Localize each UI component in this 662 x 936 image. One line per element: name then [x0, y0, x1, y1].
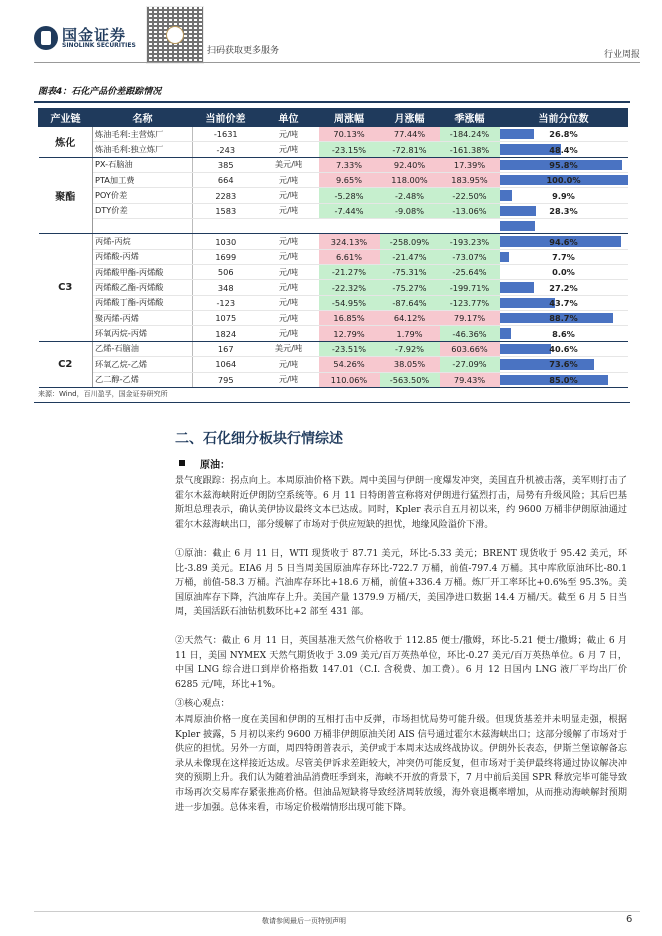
percentile-text: 9.9% — [552, 190, 575, 201]
quarterly-change-cell: -199.71% — [440, 280, 500, 295]
percentile-text: 26.8% — [549, 129, 578, 140]
percentile-text: 27.2% — [549, 282, 578, 293]
spread-cell: 1583 — [193, 203, 259, 218]
spread-cell — [193, 219, 259, 234]
quarterly-change-cell: -22.50% — [440, 188, 500, 203]
monthly-change-cell: 64.12% — [380, 311, 440, 326]
product-name-cell: 丙烯-丙烷 — [93, 234, 193, 249]
percentile-cell — [500, 249, 628, 264]
percentile-text: 73.6% — [549, 359, 578, 370]
unit-cell: 元/吨 — [259, 203, 319, 218]
percentile-text: 28.3% — [549, 205, 578, 216]
table-row — [39, 219, 628, 234]
table-row — [39, 372, 628, 387]
product-name-cell: 丙烯酸甲酯-丙烯酸 — [93, 265, 193, 280]
weekly-change-cell: -23.51% — [319, 341, 380, 356]
product-name-cell: 丙烯酸乙酯-丙烯酸 — [93, 280, 193, 295]
spread-cell: -243 — [193, 142, 259, 157]
unit-cell: 元/吨 — [259, 357, 319, 372]
monthly-change-cell: -258.09% — [380, 234, 440, 249]
quarterly-change-cell: -13.06% — [440, 203, 500, 218]
weekly-change-cell: 7.33% — [319, 157, 380, 172]
percentile-cell — [500, 311, 628, 326]
paragraph-core-view: 本周原油价格一度在美国和伊朗的互相打击中反弹，市场担忧局势可能升级。但现货基差并未明显走强，根据 Kpler 披露，5 月初以来约 9600 万桶非伊朗原油关闭 AIS 信号通过霍尔木兹海峡出口；这部分缓解了市场对于供应的担忧。另外一方面，周四特朗普表示，美伊或于本周末达成终战协议。伊朗外长表态，伊斯兰堡谅解备忘录从未像现在这样接近达成。尽管美伊诉求差距较大，冲突仍可能反复，但市场对于美伊最终将通过协议解决冲突的预期上升。我们认为随着油品消费旺季到来，海峡不开放的背景下，7 月中前后美国 SPR 释放完毕可能导致市场再次交易库存紧张推高价格。但油品短缺将导致经济周转放缓，海外衰退概率增加，从而推动海峡解封预期进一步加强。总体来看，市场定价极端情形出现可能下降。 — [175, 715, 627, 813]
unit-cell: 元/吨 — [259, 234, 319, 249]
figure-top-rule — [34, 101, 630, 103]
table-row — [39, 280, 628, 295]
monthly-change-cell: 38.05% — [380, 357, 440, 372]
monthly-change-cell: -9.08% — [380, 203, 440, 218]
page-number: 6 — [626, 914, 633, 925]
weekly-change-cell — [319, 219, 380, 234]
weekly-change-cell: 9.65% — [319, 173, 380, 188]
table-row — [39, 295, 628, 310]
percentile-cell — [500, 188, 628, 203]
weekly-change-cell: -54.95% — [319, 295, 380, 310]
spread-tracking-table — [38, 108, 628, 388]
unit-cell: 元/吨 — [259, 188, 319, 203]
percentile-cell — [500, 203, 628, 218]
monthly-change-cell: 77.44% — [380, 127, 440, 142]
table-row — [39, 188, 628, 203]
percentile-cell — [500, 372, 628, 387]
spread-cell: 385 — [193, 157, 259, 172]
percentile-text: 100.0% — [546, 175, 581, 186]
table-row — [39, 341, 628, 356]
percentile-cell — [500, 280, 628, 295]
product-name-cell — [93, 219, 193, 234]
quarterly-change-cell: 79.43% — [440, 372, 500, 387]
table-row — [39, 357, 628, 372]
unit-cell: 元/吨 — [259, 372, 319, 387]
percentile-cell — [500, 357, 628, 372]
table-row — [39, 173, 628, 188]
unit-cell: 美元/吨 — [259, 341, 319, 356]
paragraph-crude-oil: ①原油：截止 6 月 11 日，WTI 现货收于 87.71 美元，环比-5.33 美元；BRENT 现货收于 95.42 美元，环比-3.89 美元。EIA6 月 5 日当周美国原油库存环比-722.7 万桶，前值-797.4 万桶。其中库欣原油环比-80.1 万桶，前值-58.3 万桶。汽油库存环比+18.6 万桶，前值+336.4 万桶。炼厂开工率环比+0.6%至 95.3%。美国原油库存下降，汽油库存上升。美国产量 1379.9 万桶/天，美国净进口数据 14.4 万桶/天。截至 6 月 5 日当周，美国活跃石油钻机数环比+2 部至 431 部。 — [175, 549, 627, 618]
percentile-cell — [500, 265, 628, 280]
col-header-week: 周涨幅 — [319, 109, 380, 127]
percentile-cell — [500, 142, 628, 157]
spread-cell: 664 — [193, 173, 259, 188]
product-name-cell: 乙烯-石脑油 — [93, 341, 193, 356]
product-name-cell: 炼油毛利:独立炼厂 — [93, 142, 193, 157]
percentile-cell — [500, 157, 628, 172]
quarterly-change-cell: -123.77% — [440, 295, 500, 310]
unit-cell: 美元/吨 — [259, 157, 319, 172]
unit-cell: 元/吨 — [259, 326, 319, 341]
product-name-cell: 聚丙烯-丙烯 — [93, 311, 193, 326]
percentile-bar — [500, 221, 536, 231]
product-name-cell: 丙烯酸-丙烯 — [93, 249, 193, 264]
logo-cn-text: 国金证券 — [62, 26, 127, 44]
unit-cell: 元/吨 — [259, 311, 319, 326]
paragraph-core-view-label: ③核心观点： — [175, 699, 230, 709]
table-row — [39, 142, 628, 157]
product-name-cell: 炼油毛利:主营炼厂 — [93, 127, 193, 142]
percentile-text: 48.4% — [549, 144, 578, 155]
col-header-quarter: 季涨幅 — [440, 109, 500, 127]
percentile-text: 95.8% — [549, 159, 578, 170]
weekly-change-cell: 54.26% — [319, 357, 380, 372]
weekly-change-cell: -5.28% — [319, 188, 380, 203]
monthly-change-cell: -7.92% — [380, 341, 440, 356]
table-row — [39, 203, 628, 218]
table-header-row — [39, 109, 628, 127]
unit-cell — [259, 219, 319, 234]
weekly-change-cell: 324.13% — [319, 234, 380, 249]
product-name-cell: 丙烯酸丁酯-丙烯酸 — [93, 295, 193, 310]
table-row — [39, 311, 628, 326]
weekly-change-cell: -21.27% — [319, 265, 380, 280]
quarterly-change-cell: -161.38% — [440, 142, 500, 157]
spread-cell: 167 — [193, 341, 259, 356]
percentile-cell — [500, 219, 628, 234]
product-name-cell: POY价差 — [93, 188, 193, 203]
section-heading: 二、石化细分板块行情综述 — [175, 431, 343, 447]
weekly-change-cell: 70.13% — [319, 127, 380, 142]
spread-cell: 1699 — [193, 249, 259, 264]
monthly-change-cell: -75.31% — [380, 265, 440, 280]
unit-cell: 元/吨 — [259, 265, 319, 280]
monthly-change-cell — [380, 219, 440, 234]
company-logo-icon — [34, 26, 58, 50]
spread-cell: 506 — [193, 265, 259, 280]
figure-bottom-rule — [34, 402, 630, 403]
table-row — [39, 249, 628, 264]
quarterly-change-cell: -46.36% — [440, 326, 500, 341]
spread-cell: -1631 — [193, 127, 259, 142]
percentile-cell — [500, 326, 628, 341]
unit-cell: 元/吨 — [259, 249, 319, 264]
percentile-text: 94.6% — [549, 236, 578, 247]
monthly-change-cell: 1.79% — [380, 326, 440, 341]
quarterly-change-cell: -25.64% — [440, 265, 500, 280]
percentile-cell — [500, 127, 628, 142]
spread-cell: 1030 — [193, 234, 259, 249]
paragraph-outlook: 景气度跟踪：拐点向上。本周原油价格下跌。周中美国与伊朗一度爆发冲突，美国直升机被击落，美军则打击了霍尔木兹海峡附近伊朗防空系统等。6 月 11 日特朗普宣称将对伊朗进行猛烈打击，局势有升级风险；其后巴基斯坦总理表示，确认美伊协议最终文本已达成。同时，Kpler 表示自五月初以来，约 9600 万桶非伊朗原油通过霍尔木兹海峡出口，部分缓解了市场对于供应短缺的担忧，地缘风险溢价下滑。 — [175, 476, 627, 530]
monthly-change-cell: -75.27% — [380, 280, 440, 295]
spread-cell: 1824 — [193, 326, 259, 341]
weekly-change-cell: 12.79% — [319, 326, 380, 341]
group-label: C2 — [39, 341, 93, 387]
percentile-cell — [500, 234, 628, 249]
percentile-text: 88.7% — [549, 313, 578, 324]
table-row — [39, 265, 628, 280]
col-header-spread: 当前价差 — [193, 109, 259, 127]
unit-cell: 元/吨 — [259, 142, 319, 157]
quarterly-change-cell: 79.17% — [440, 311, 500, 326]
group-label: 炼化 — [39, 127, 93, 158]
percentile-cell — [500, 173, 628, 188]
crude-oil-subheading: 原油： — [200, 460, 230, 471]
figure-source: 来源：Wind，百川盈孚，国金证券研究所 — [38, 390, 168, 398]
weekly-change-cell: 16.85% — [319, 311, 380, 326]
quarterly-change-cell: 183.95% — [440, 173, 500, 188]
footer-disclaimer: 敬请参阅最后一页特别声明 — [262, 917, 346, 925]
paragraph-natural-gas: ②天然气：截止 6 月 11 日，英国基准天然气价格收于 112.85 便士/撒姆，环比-5.21 便士/撒姆；截止 6 月 11 日，美国 NYMEX 天然气期货收于 3.09 美元/百万英热单位，环比-0.27 美元/百万英热单位。6 月 7 日，中国 LNG 综合进口到岸价格指数 147.01（C.I. 含税费、加工费）。6 月 12 日国内 LNG 液厂平均出厂价 6285 元/吨，环比+1%。 — [175, 636, 627, 690]
table-row — [39, 326, 628, 341]
group-label: 聚酯 — [39, 157, 93, 234]
weekly-change-cell: 110.06% — [319, 372, 380, 387]
weekly-change-cell: -22.32% — [319, 280, 380, 295]
quarterly-change-cell — [440, 219, 500, 234]
quarterly-change-cell: -184.24% — [440, 127, 500, 142]
spread-cell: 1075 — [193, 311, 259, 326]
product-name-cell: DTY价差 — [93, 203, 193, 218]
table-row — [39, 234, 628, 249]
group-label: C3 — [39, 234, 93, 341]
percentile-text: 7.7% — [552, 251, 575, 262]
quarterly-change-cell: 17.39% — [440, 157, 500, 172]
product-name-cell: PX-石脑油 — [93, 157, 193, 172]
qr-center-logo-icon — [166, 26, 184, 44]
col-header-chain: 产业链 — [39, 109, 93, 127]
product-name-cell: PTA加工费 — [93, 173, 193, 188]
monthly-change-cell: -72.81% — [380, 142, 440, 157]
percentile-text: 0.0% — [552, 267, 575, 278]
col-header-name: 名称 — [93, 109, 193, 127]
percentile-text: 43.7% — [549, 297, 578, 308]
qr-caption: 扫码获取更多服务 — [207, 46, 280, 56]
unit-cell: 元/吨 — [259, 127, 319, 142]
logo-en-text: SINOLINK SECURITIES — [62, 42, 136, 49]
quarterly-change-cell: -27.09% — [440, 357, 500, 372]
table-row — [39, 157, 628, 172]
unit-cell: 元/吨 — [259, 280, 319, 295]
monthly-change-cell: -87.64% — [380, 295, 440, 310]
weekly-change-cell: -7.44% — [319, 203, 380, 218]
quarterly-change-cell: -73.07% — [440, 249, 500, 264]
product-name-cell: 环氧乙烷-乙烯 — [93, 357, 193, 372]
monthly-change-cell: 92.40% — [380, 157, 440, 172]
footer-divider — [34, 911, 640, 912]
weekly-change-cell: 6.61% — [319, 249, 380, 264]
monthly-change-cell: 118.00% — [380, 173, 440, 188]
unit-cell: 元/吨 — [259, 295, 319, 310]
spread-cell: 795 — [193, 372, 259, 387]
report-type-label: 行业周报 — [603, 50, 640, 60]
weekly-change-cell: -23.15% — [319, 142, 380, 157]
monthly-change-cell: -21.47% — [380, 249, 440, 264]
percentile-cell — [500, 295, 628, 310]
quarterly-change-cell: 603.66% — [440, 341, 500, 356]
spread-cell: 348 — [193, 280, 259, 295]
product-name-cell: 环氧丙烷-丙烯 — [93, 326, 193, 341]
col-header-month: 月涨幅 — [380, 109, 440, 127]
spread-cell: -123 — [193, 295, 259, 310]
monthly-change-cell: -563.50% — [380, 372, 440, 387]
square-bullet-icon — [179, 460, 185, 466]
percentile-text: 8.6% — [552, 328, 575, 339]
header-divider — [34, 62, 640, 63]
spread-cell: 2283 — [193, 188, 259, 203]
spread-cell: 1064 — [193, 357, 259, 372]
col-header-unit: 单位 — [259, 109, 319, 127]
unit-cell: 元/吨 — [259, 173, 319, 188]
col-header-percentile: 当前分位数 — [500, 109, 628, 127]
product-name-cell: 乙二醇-乙烯 — [93, 372, 193, 387]
percentile-text: 85.0% — [549, 374, 578, 385]
table-row — [39, 127, 628, 142]
quarterly-change-cell: -193.23% — [440, 234, 500, 249]
percentile-cell — [500, 341, 628, 356]
monthly-change-cell: -2.48% — [380, 188, 440, 203]
percentile-text: 40.6% — [549, 343, 578, 354]
figure-title: 图表4：石化产品价差跟踪情况 — [38, 87, 162, 97]
